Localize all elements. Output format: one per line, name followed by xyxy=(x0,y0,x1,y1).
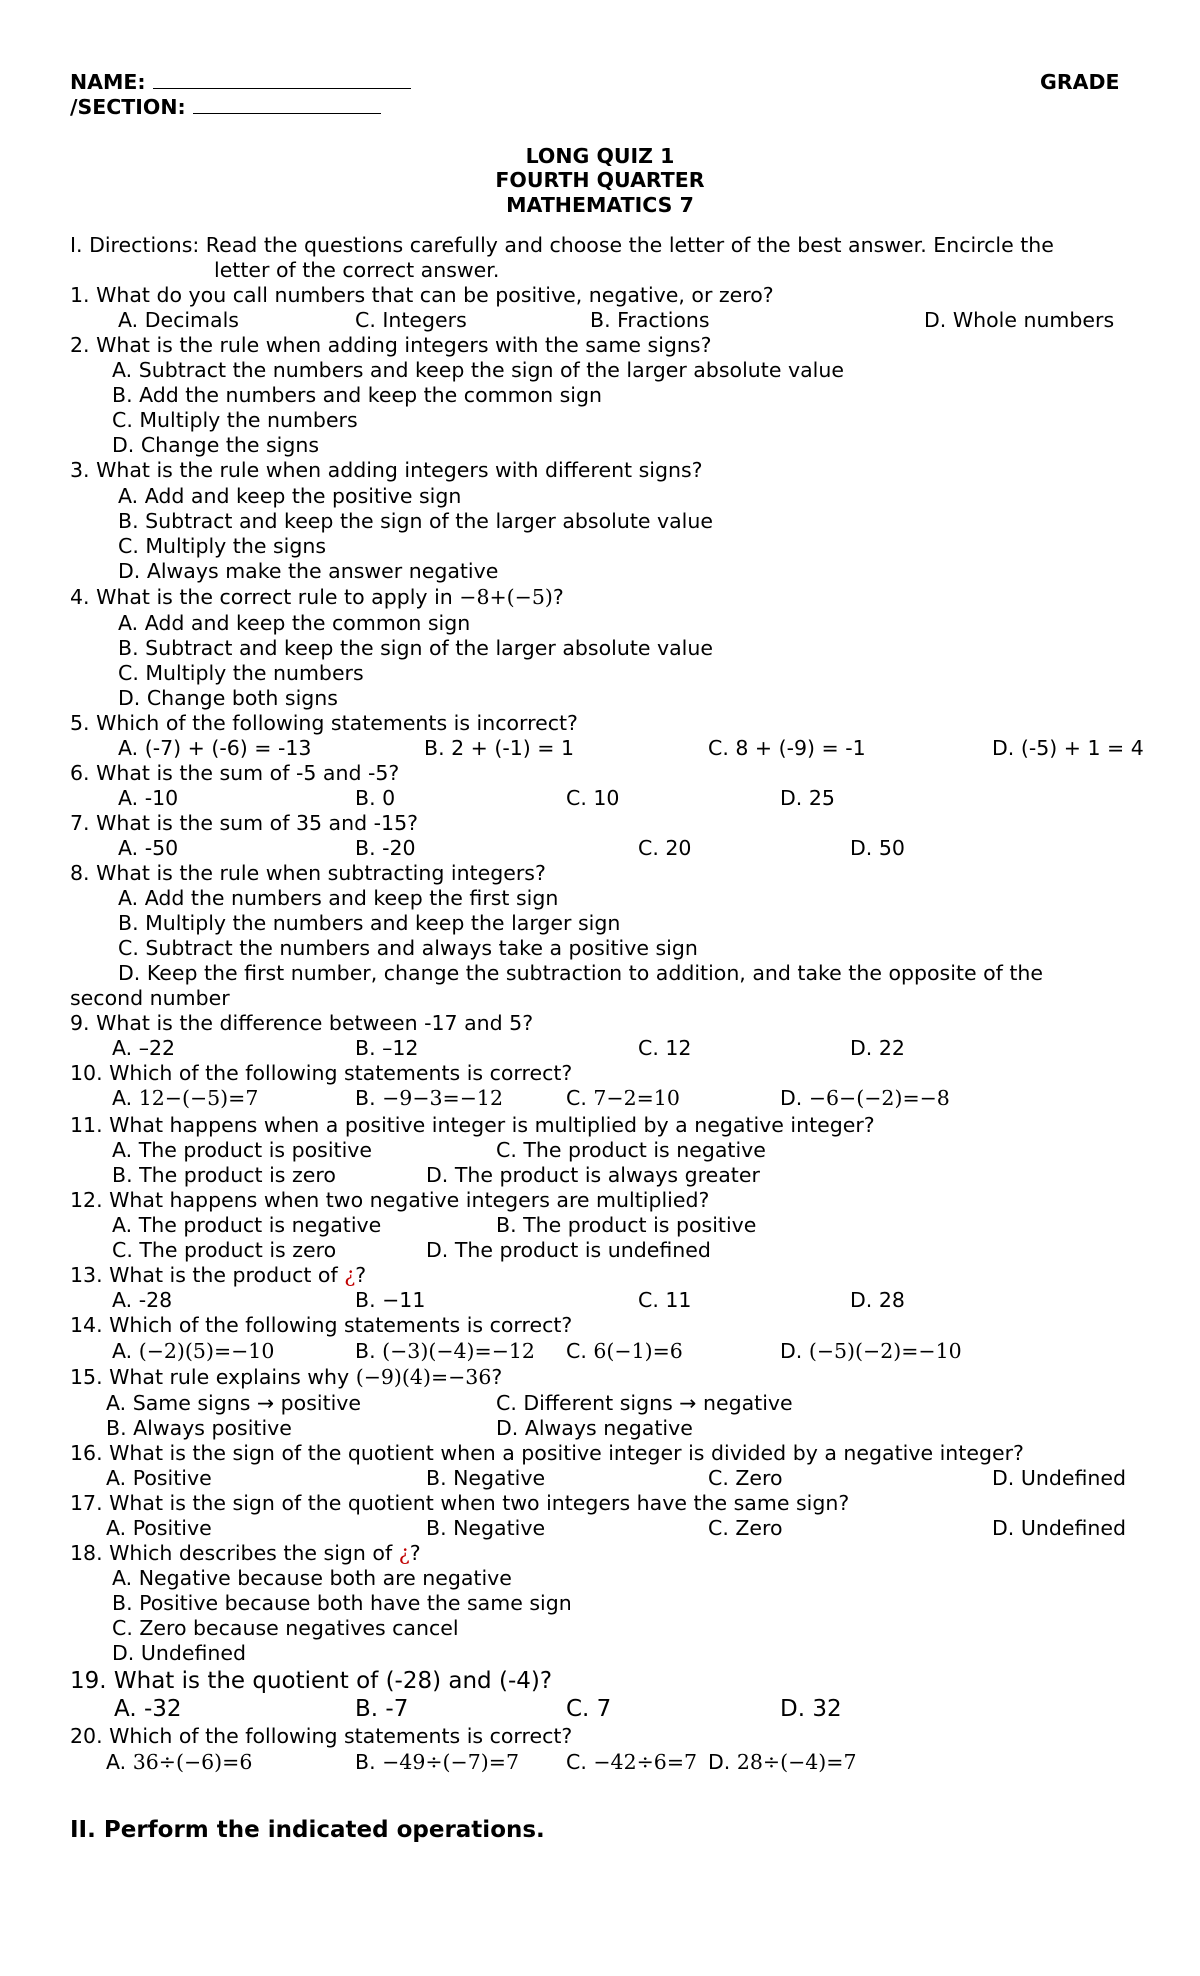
q8-option-d[interactable]: D. Keep the first number, change the subtraction to addition, and take the opposite of the xyxy=(118,961,1044,985)
q10-option-c[interactable] xyxy=(566,1086,680,1111)
q10-c-label: C. xyxy=(566,1086,594,1110)
q20-a-label: A. xyxy=(106,1750,133,1774)
q1-option-b[interactable]: B. Fractions xyxy=(590,308,710,332)
question-5: 5. Which of the following statements is incorrect? xyxy=(70,711,578,735)
q4-end: ? xyxy=(552,585,564,609)
q15-option-b[interactable]: B. Always positive xyxy=(106,1416,292,1440)
q13-end: ? xyxy=(355,1263,367,1287)
section-label: /SECTION: xyxy=(70,95,186,119)
question-15 xyxy=(70,1365,502,1390)
q15-option-a[interactable]: A. Same signs → positive xyxy=(106,1391,362,1415)
quiz-title: LONG QUIZ 1 xyxy=(525,144,675,168)
q15-expression: (−9)(4)=−36 xyxy=(355,1365,492,1389)
q15-text: 15. What rule explains why xyxy=(70,1365,356,1389)
q7-option-b[interactable]: B. -20 xyxy=(355,836,416,860)
question-10: 10. Which of the following statements is correct? xyxy=(70,1061,573,1085)
q14-option-c[interactable] xyxy=(566,1339,683,1364)
q14-option-d[interactable] xyxy=(780,1339,962,1364)
q20-c-label: C. xyxy=(566,1750,594,1774)
question-11: 11. What happens when a positive integer is multiplied by a negative integer? xyxy=(70,1113,875,1137)
q4-expression: −8+(−5) xyxy=(459,585,553,609)
q6-option-d[interactable]: D. 25 xyxy=(780,786,835,810)
q14-b-expression: (−3)(−4)=−12 xyxy=(382,1339,535,1363)
q11-option-c[interactable]: C. The product is negative xyxy=(496,1138,766,1162)
q20-option-c[interactable] xyxy=(566,1750,697,1775)
q19-option-d[interactable]: D. 32 xyxy=(780,1696,842,1722)
name-blank[interactable] xyxy=(153,70,411,89)
q18-text: 18. Which describes the sign of xyxy=(70,1541,399,1565)
question-2: 2. What is the rule when adding integers with the same signs? xyxy=(70,333,712,357)
section-blank[interactable] xyxy=(193,95,381,114)
question-1: 1. What do you call numbers that can be positive, negative, or zero? xyxy=(70,283,774,307)
q17-option-d[interactable]: D. Undefined xyxy=(992,1516,1126,1540)
q10-a-label: A. xyxy=(112,1086,139,1110)
q14-option-a[interactable] xyxy=(112,1339,274,1364)
q3-option-b[interactable]: B. Subtract and keep the sign of the larger absolute value xyxy=(118,509,713,533)
q4-text: 4. What is the correct rule to apply in xyxy=(70,585,460,609)
q9-option-d[interactable]: D. 22 xyxy=(850,1036,905,1060)
q5-option-b[interactable]: B. 2 + (-1) = 1 xyxy=(424,736,575,760)
q20-option-b[interactable] xyxy=(355,1750,519,1775)
q13-option-c[interactable]: C. 11 xyxy=(638,1288,692,1312)
q20-d-expression: 28÷(−4)=7 xyxy=(736,1750,857,1774)
q3-option-d[interactable]: D. Always make the answer negative xyxy=(118,559,499,583)
question-7: 7. What is the sum of 35 and -15? xyxy=(70,811,418,835)
q18-end: ? xyxy=(409,1541,421,1565)
q8-option-c[interactable]: C. Subtract the numbers and always take a positive sign xyxy=(118,936,698,960)
q17-option-b[interactable]: B. Negative xyxy=(426,1516,546,1540)
question-12: 12. What happens when two negative integers are multiplied? xyxy=(70,1188,710,1212)
q6-option-b[interactable]: B. 0 xyxy=(355,786,396,810)
subject-title: MATHEMATICS 7 xyxy=(506,193,694,217)
q14-a-label: A. xyxy=(112,1339,139,1363)
q20-d-label: D. xyxy=(708,1750,737,1774)
q16-option-a[interactable]: A. Positive xyxy=(106,1466,212,1490)
q14-d-label: D. xyxy=(780,1339,809,1363)
directions-line-1: I. Directions: Read the questions carefully and choose the letter of the best answer. Encircle the xyxy=(70,233,1054,257)
grade-label: GRADE xyxy=(1040,70,1120,94)
q2-option-a[interactable]: A. Subtract the numbers and keep the sign of the larger absolute value xyxy=(112,358,844,382)
q13-option-d[interactable]: D. 28 xyxy=(850,1288,905,1312)
question-4 xyxy=(70,585,564,610)
q7-option-a[interactable]: A. -50 xyxy=(118,836,179,860)
question-19: 19. What is the quotient of (-28) and (-4)? xyxy=(70,1668,553,1694)
q13-option-a[interactable]: A. -28 xyxy=(112,1288,173,1312)
q12-option-c[interactable]: C. The product is zero xyxy=(112,1238,337,1262)
q7-option-d[interactable]: D. 50 xyxy=(850,836,905,860)
q4-option-b[interactable]: B. Subtract and keep the sign of the larger absolute value xyxy=(118,636,713,660)
q4-option-a[interactable]: A. Add and keep the common sign xyxy=(118,611,471,635)
question-17: 17. What is the sign of the quotient when two integers have the same sign? xyxy=(70,1491,850,1515)
q19-option-b[interactable]: B. -7 xyxy=(355,1696,409,1722)
q10-d-label: D. xyxy=(780,1086,809,1110)
q10-c-expression: 7−2=10 xyxy=(593,1086,680,1110)
q6-option-a[interactable]: A. -10 xyxy=(118,786,179,810)
q20-b-expression: −49÷(−7)=7 xyxy=(382,1750,519,1774)
q5-option-c[interactable]: C. 8 + (-9) = -1 xyxy=(708,736,866,760)
q13-text: 13. What is the product of xyxy=(70,1263,345,1287)
q10-option-b[interactable] xyxy=(355,1086,503,1111)
question-3: 3. What is the rule when adding integers with different signs? xyxy=(70,458,703,482)
question-14: 14. Which of the following statements is correct? xyxy=(70,1313,573,1337)
name-line xyxy=(70,70,411,95)
q4-option-c[interactable]: C. Multiply the numbers xyxy=(118,661,364,685)
q14-c-expression: 6(−1)=6 xyxy=(593,1339,683,1363)
q17-option-a[interactable]: A. Positive xyxy=(106,1516,212,1540)
q10-a-expression: 12−(−5)=7 xyxy=(138,1086,259,1110)
q4-option-d[interactable]: D. Change both signs xyxy=(118,686,338,710)
q3-option-c[interactable]: C. Multiply the signs xyxy=(118,534,327,558)
directions-line-2: letter of the correct answer. xyxy=(214,258,500,282)
q15-option-c[interactable]: C. Different signs → negative xyxy=(496,1391,793,1415)
q16-option-d[interactable]: D. Undefined xyxy=(992,1466,1126,1490)
q13-option-b[interactable]: B. −11 xyxy=(355,1288,426,1312)
q10-b-label: B. xyxy=(355,1086,383,1110)
q2-option-c[interactable]: C. Multiply the numbers xyxy=(112,408,358,432)
quarter-title: FOURTH QUARTER xyxy=(495,168,705,192)
q16-option-b[interactable]: B. Negative xyxy=(426,1466,546,1490)
q1-option-a[interactable]: A. Decimals xyxy=(118,308,239,332)
question-8: 8. What is the rule when subtracting integers? xyxy=(70,861,546,885)
q1-option-d[interactable]: D. Whole numbers xyxy=(924,308,1115,332)
q10-option-a[interactable] xyxy=(112,1086,258,1111)
q11-option-d[interactable]: D. The product is always greater xyxy=(426,1163,760,1187)
q20-c-expression: −42÷6=7 xyxy=(593,1750,698,1774)
q20-option-d[interactable] xyxy=(708,1750,857,1775)
q18-option-d[interactable]: D. Undefined xyxy=(112,1641,246,1665)
q8-option-d-continued: second number xyxy=(70,986,230,1010)
q8-option-a[interactable]: A. Add the numbers and keep the first sign xyxy=(118,886,559,910)
q12-option-a[interactable]: A. The product is negative xyxy=(112,1213,382,1237)
q7-option-c[interactable]: C. 20 xyxy=(638,836,692,860)
q9-option-a[interactable]: A. –22 xyxy=(112,1036,176,1060)
name-label: NAME: xyxy=(70,70,146,94)
q12-option-b[interactable]: B. The product is positive xyxy=(496,1213,757,1237)
q17-option-c[interactable]: C. Zero xyxy=(708,1516,783,1540)
q10-d-expression: −6−(−2)=−8 xyxy=(808,1086,950,1110)
question-18 xyxy=(70,1541,421,1566)
q18-glyph: ¿ xyxy=(398,1541,410,1565)
q14-b-label: B. xyxy=(355,1339,383,1363)
q10-option-d[interactable] xyxy=(780,1086,950,1111)
question-13 xyxy=(70,1263,366,1288)
q10-b-expression: −9−3=−12 xyxy=(382,1086,503,1110)
q2-option-b[interactable]: B. Add the numbers and keep the common sign xyxy=(112,383,602,407)
q14-a-expression: (−2)(5)=−10 xyxy=(138,1339,275,1363)
question-20: 20. Which of the following statements is correct? xyxy=(70,1724,573,1748)
q18-option-a[interactable]: A. Negative because both are negative xyxy=(112,1566,512,1590)
q3-option-a[interactable]: A. Add and keep the positive sign xyxy=(118,484,462,508)
q8-option-b[interactable]: B. Multiply the numbers and keep the larger sign xyxy=(118,911,621,935)
question-9: 9. What is the difference between -17 and 5? xyxy=(70,1011,534,1035)
q2-option-d[interactable]: D. Change the signs xyxy=(112,433,320,457)
q11-option-a[interactable]: A. The product is positive xyxy=(112,1138,373,1162)
q19-option-a[interactable]: A. -32 xyxy=(114,1696,182,1722)
q13-glyph: ¿ xyxy=(344,1263,356,1287)
q9-option-c[interactable]: C. 12 xyxy=(638,1036,692,1060)
q18-option-b[interactable]: B. Positive because both have the same sign xyxy=(112,1591,572,1615)
q16-option-c[interactable]: C. Zero xyxy=(708,1466,783,1490)
q5-option-d[interactable]: D. (-5) + 1 = 4 xyxy=(992,736,1144,760)
q20-a-expression: 36÷(−6)=6 xyxy=(132,1750,253,1774)
part-2-heading: II. Perform the indicated operations. xyxy=(70,1817,545,1843)
q20-b-label: B. xyxy=(355,1750,383,1774)
q14-option-b[interactable] xyxy=(355,1339,535,1364)
q5-option-a[interactable]: A. (-7) + (-6) = -13 xyxy=(118,736,312,760)
question-6: 6. What is the sum of -5 and -5? xyxy=(70,761,400,785)
q20-option-a[interactable] xyxy=(106,1750,252,1775)
q19-option-c[interactable]: C. 7 xyxy=(566,1696,612,1722)
q15-option-d[interactable]: D. Always negative xyxy=(496,1416,693,1440)
q6-option-c[interactable]: C. 10 xyxy=(566,786,620,810)
q1-option-c[interactable]: C. Integers xyxy=(355,308,467,332)
q12-option-d[interactable]: D. The product is undefined xyxy=(426,1238,711,1262)
q15-end: ? xyxy=(491,1365,503,1389)
section-line xyxy=(70,95,381,120)
q11-option-b[interactable]: B. The product is zero xyxy=(112,1163,336,1187)
q9-option-b[interactable]: B. –12 xyxy=(355,1036,419,1060)
q18-option-c[interactable]: C. Zero because negatives cancel xyxy=(112,1616,459,1640)
q14-d-expression: (−5)(−2)=−10 xyxy=(808,1339,962,1363)
q14-c-label: C. xyxy=(566,1339,594,1363)
question-16: 16. What is the sign of the quotient when a positive integer is divided by a negative integer? xyxy=(70,1441,1024,1465)
